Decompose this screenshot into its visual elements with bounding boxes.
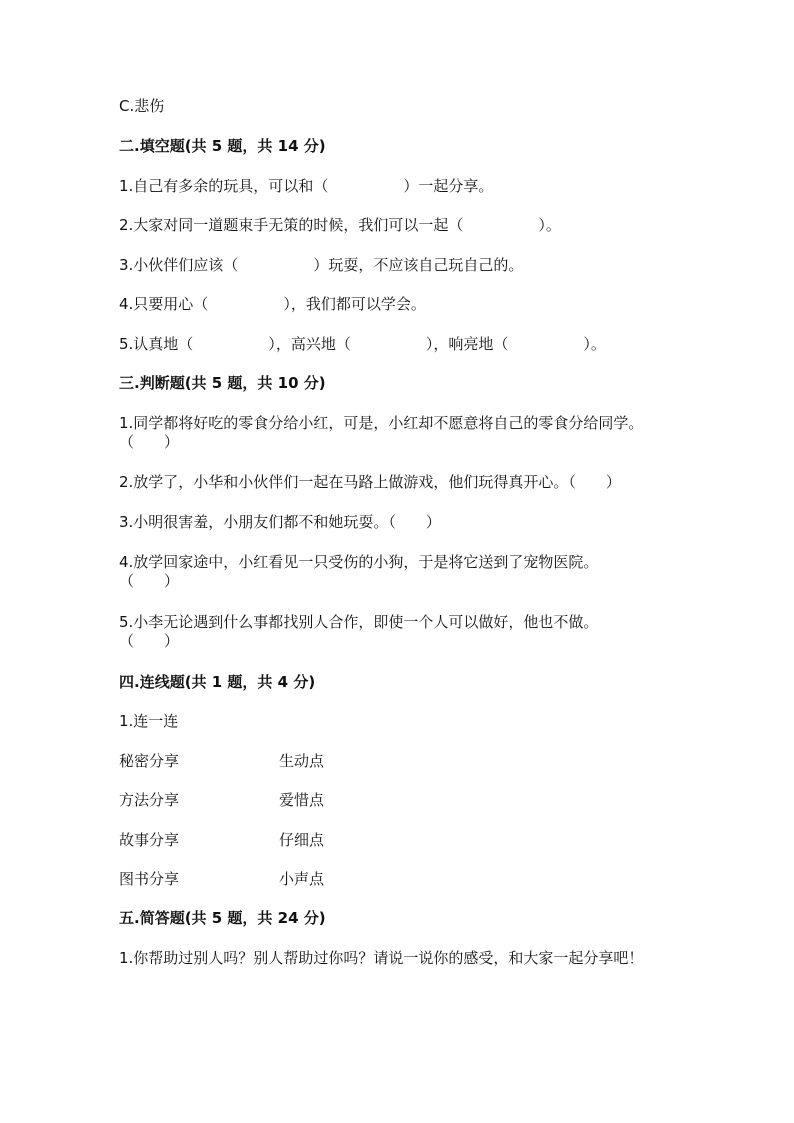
judge-question-2: 2.放学了，小华和小伙伴们一起在马路上做游戏，他们玩得真开心。（ ） <box>119 473 621 491</box>
section-short-title: 五.简答题(共 5 题，共 24 分) <box>119 909 326 927</box>
match-left-item: 方法分享 <box>119 791 180 809</box>
match-right-item: 仔细点 <box>279 831 325 849</box>
match-right-item: 小声点 <box>279 870 325 888</box>
fill-question-3: 3.小伙伴们应该（ ）玩耍，不应该自己玩自己的。 <box>119 256 524 274</box>
judge-question-4-blank: （ ） <box>119 572 180 590</box>
section-judge-title: 三.判断题(共 5 题，共 10 分) <box>119 374 326 392</box>
match-right-item: 爱惜点 <box>279 791 325 809</box>
section-match-title: 四.连线题(共 1 题，共 4 分) <box>119 673 316 691</box>
judge-question-1: 1.同学都将好吃的零食分给小红，可是，小红却不愿意将自己的零食分给同学。（ ） <box>119 414 644 451</box>
short-question-1: 1.你帮助过别人吗？别人帮助过你吗？请说一说你的感受，和大家一起分享吧！ <box>119 949 644 967</box>
match-left-item: 故事分享 <box>119 831 180 849</box>
judge-question-4: 4.放学回家途中，小红看见一只受伤的小狗，于是将它送到了宠物医院。 <box>119 553 599 571</box>
match-right-item: 生动点 <box>279 752 325 770</box>
judge-question-5-blank: （ ） <box>119 632 180 650</box>
match-left-item: 图书分享 <box>119 870 180 888</box>
fill-question-4: 4.只要用心（ ），我们都可以学会。 <box>119 295 426 313</box>
fill-question-2: 2.大家对同一道题束手无策的时候，我们可以一起（ ）。 <box>119 216 561 234</box>
fill-question-1: 1.自己有多余的玩具，可以和（ ）一起分享。 <box>119 177 494 195</box>
section-fill-title: 二.填空题(共 5 题，共 14 分) <box>119 137 326 155</box>
option-c: C.悲伤 <box>119 97 165 115</box>
judge-question-3: 3.小明很害羞，小朋友们都不和她玩耍。（ ） <box>119 513 441 531</box>
match-left-item: 秘密分享 <box>119 752 180 770</box>
judge-question-5: 5.小李无论遇到什么事都找别人合作，即使一个人可以做好，他也不做。 <box>119 613 599 631</box>
match-prompt: 1.连一连 <box>119 712 179 730</box>
fill-question-5: 5.认真地（ ），高兴地（ ），响亮地（ ）。 <box>119 335 606 353</box>
